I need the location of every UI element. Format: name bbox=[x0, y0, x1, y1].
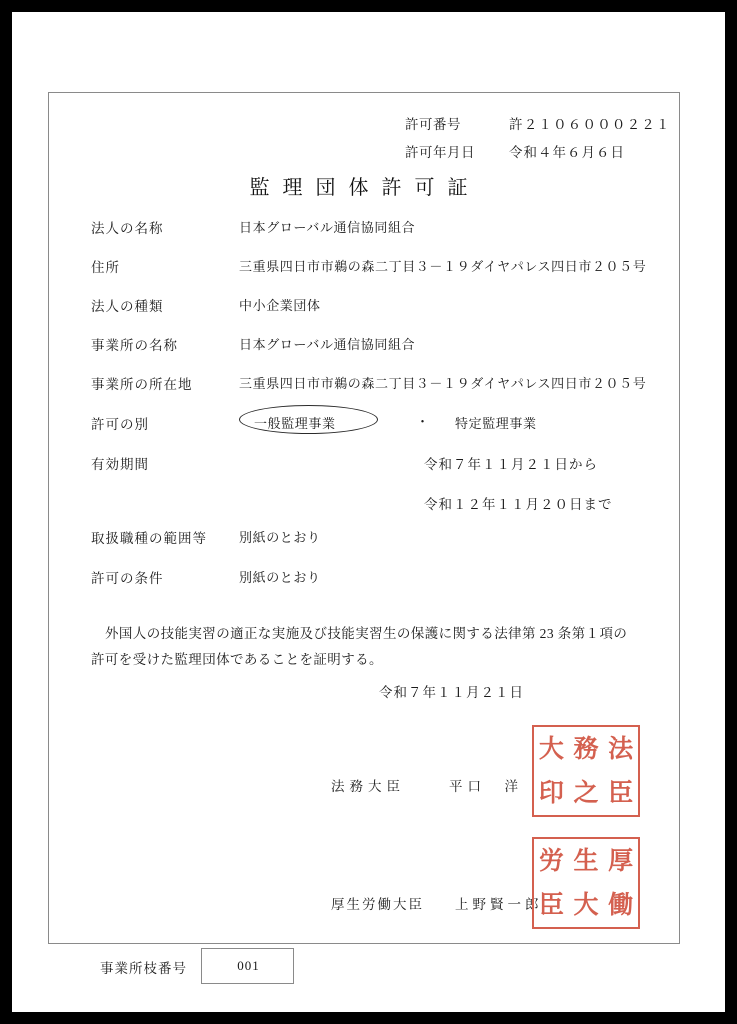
seal-char: 大 bbox=[538, 735, 564, 763]
seal-char: 大 bbox=[573, 891, 599, 919]
permission-type-separator: ・ bbox=[416, 414, 430, 429]
field-value-office-name: 日本グローバル通信協同組合 bbox=[239, 337, 416, 352]
seal-char: 働 bbox=[608, 891, 634, 919]
permission-type-option-specific[interactable]: 特定監理事業 bbox=[455, 416, 537, 431]
seal-char: 生 bbox=[573, 847, 599, 875]
field-label-corporate-name: 法人の名称 bbox=[91, 221, 164, 236]
seal-char: 労 bbox=[538, 847, 564, 875]
license-date-label: 許可年月日 bbox=[405, 145, 475, 160]
field-label-corporate-type: 法人の種類 bbox=[91, 299, 164, 314]
seal-health-labour-minister bbox=[532, 837, 640, 929]
validity-period-from: 令和７年１１月２１日から bbox=[424, 457, 598, 472]
certification-statement: 外国人の技能実習の適正な実施及び技能実習生の保護に関する法律第 23 条第１項の許可を受けた監理団体であることを証明する。 bbox=[91, 626, 628, 667]
permission-type-option-general[interactable]: 一般監理事業 bbox=[254, 416, 336, 431]
page-title: 監理団体許可証 bbox=[249, 177, 481, 199]
signature-name-justice-minister: 平口 洋 bbox=[449, 779, 523, 794]
seal-char: 之 bbox=[573, 779, 599, 807]
signature-name-health-labour-minister: 上野賢一郎 bbox=[455, 897, 543, 912]
seal-char: 臣 bbox=[538, 891, 564, 919]
field-label-office-name: 事業所の名称 bbox=[91, 338, 178, 353]
branch-number-value: 001 bbox=[237, 958, 260, 973]
seal-char: 法 bbox=[608, 735, 634, 763]
license-date-value: 令和４年６月６日 bbox=[509, 145, 625, 160]
document-page bbox=[12, 12, 725, 1012]
validity-period-to: 令和１２年１１月２０日まで bbox=[424, 497, 613, 512]
seal-justice-minister bbox=[532, 725, 640, 817]
branch-number-row bbox=[48, 944, 680, 988]
issue-date: 令和７年１１月２１日 bbox=[379, 685, 524, 700]
field-value-occupation-scope: 別紙のとおり bbox=[239, 530, 321, 545]
field-label-validity-period: 有効期間 bbox=[91, 457, 149, 472]
seal-char: 印 bbox=[538, 779, 564, 807]
branch-number-box bbox=[201, 948, 294, 984]
signature-title-justice-minister: 法務大臣 bbox=[331, 779, 405, 794]
field-label-office-address: 事業所の所在地 bbox=[91, 377, 193, 392]
seal-char: 務 bbox=[573, 735, 599, 763]
field-value-corporate-name: 日本グローバル通信協同組合 bbox=[239, 220, 416, 235]
seal-char: 厚 bbox=[608, 847, 634, 875]
branch-number-label: 事業所枝番号 bbox=[100, 961, 187, 976]
license-number-label: 許可番号 bbox=[405, 117, 461, 132]
field-value-corporate-type: 中小企業団体 bbox=[239, 298, 321, 313]
certificate-frame bbox=[48, 92, 680, 944]
field-label-occupation-scope: 取扱職種の範囲等 bbox=[91, 531, 207, 546]
signature-title-health-labour-minister: 厚生労働大臣 bbox=[331, 897, 424, 912]
field-value-office-address: 三重県四日市市鵜の森二丁目３－１９ダイヤパレス四日市２０５号 bbox=[239, 376, 647, 391]
field-value-conditions: 別紙のとおり bbox=[239, 570, 321, 585]
license-number-value: 許２１０６０００２２１ bbox=[509, 117, 671, 132]
seal-char: 臣 bbox=[608, 779, 634, 807]
field-label-address: 住所 bbox=[91, 260, 120, 275]
field-label-conditions: 許可の条件 bbox=[91, 571, 164, 586]
field-value-address: 三重県四日市市鵜の森二丁目３－１９ダイヤパレス四日市２０５号 bbox=[239, 259, 647, 274]
field-label-permission-type: 許可の別 bbox=[91, 417, 149, 432]
